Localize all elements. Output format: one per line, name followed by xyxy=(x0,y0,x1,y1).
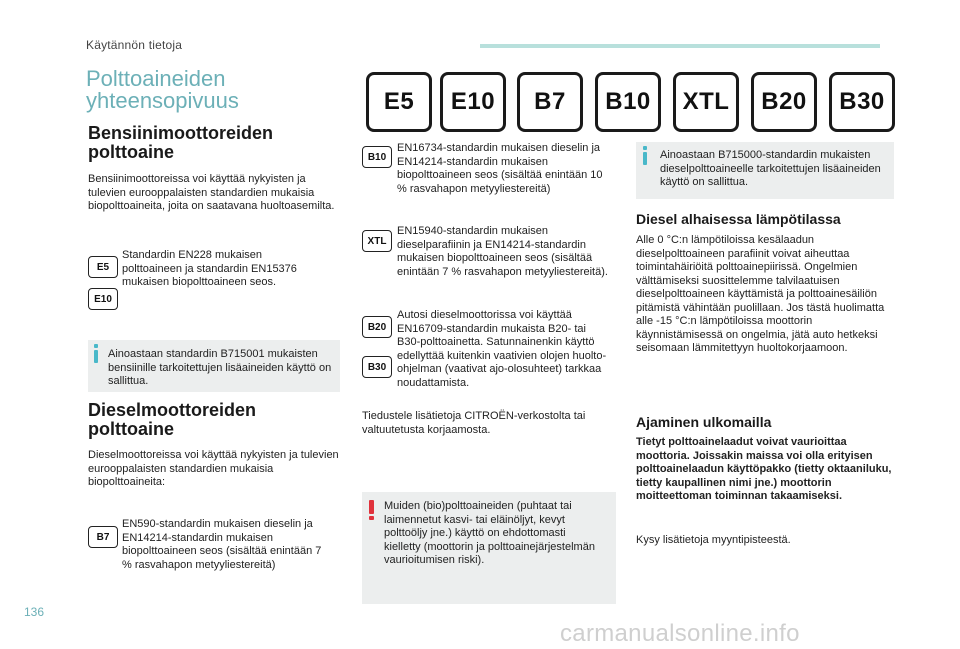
fuel-badge-e10: E10 xyxy=(440,72,506,132)
diesel-additive-note xyxy=(636,142,894,199)
abroad-text: Kysy lisätietoja myyntipisteestä. xyxy=(636,534,791,546)
diesel-badge-b20: B20 xyxy=(362,316,392,338)
header-rule xyxy=(480,44,880,48)
fuel-badge-b10: B10 xyxy=(595,72,661,132)
page-number: 136 xyxy=(24,605,45,619)
section-label: Käytännön tietoja xyxy=(86,38,183,52)
petrol-badge-e5: E5 xyxy=(88,256,118,278)
fuel-badge-xtl: XTL xyxy=(673,72,739,132)
fuel-badge-b20: B20 xyxy=(751,72,817,132)
info-icon xyxy=(94,344,98,363)
diesel-contact-text: Tiedustele lisätietoja CITROËN-verkostolta tai valtuutetusta korjaamosta. xyxy=(362,410,586,436)
fuel-badge-b30: B30 xyxy=(829,72,895,132)
diesel-badge-b10: B10 xyxy=(362,146,392,168)
cold-heading: Diesel alhaisessa lämpötilassa xyxy=(636,211,841,227)
petrol-badge-e10: E10 xyxy=(88,288,118,310)
petrol-intro: Bensiinimoottoreissa voi käyttää nykyisten ja tulevien eurooppalaisten standardien mukaisia biopolttoaineita, joita on saatavana huoltoasemilta. xyxy=(88,173,335,212)
diesel-badge-b7: B7 xyxy=(88,526,118,548)
petrol-standard-text: Standardin EN228 mukaisen polttoaineen ja standardin EN15376 mukaisen biopolttoaineen seos. xyxy=(122,249,297,288)
diesel-badge-xtl: XTL xyxy=(362,230,392,252)
abroad-heading: Ajaminen ulkomailla xyxy=(636,414,772,430)
diesel-b20-b30-text: Autosi dieselmoottorissa voi käyttää EN16709-standardin mukaista B20- tai B30-polttoainetta. Satunnainenkin käyttö edellyttää kuitenkin vaativien olojen huolto-ohjelman (vaativat ajo-olosuhteet) tarkkaa noudattamista. xyxy=(397,309,607,389)
diesel-additive-text: Ainoastaan B715000-standardin mukaisten dieselpolttoaineelle tarkoitettujen lisäaineiden käyttö on sallittua. xyxy=(660,149,881,188)
fuel-badge-b7: B7 xyxy=(517,72,583,132)
diesel-xtl-text: EN15940-standardin mukaisen dieselparafiinin ja EN14214-standardin mukaisen biopolttoaineen seos (sisältää enintään 7 % rasvahapon metyyliestereitä). xyxy=(397,225,608,278)
diesel-heading: Dieselmoottoreiden polttoaine xyxy=(88,400,257,439)
petrol-note-text: Ainoastaan standardin B715001 mukaisten bensiinille tarkoitettujen lisäaineiden käyttö on sallittua. xyxy=(108,348,332,387)
abroad-bold-text: Tietyt polttoainelaadut voivat vaurioittaa moottoria. Joissakin maissa voi olla erityisen polttoainelaadun käyttöpakko (tietty oktaaniluku, tietty kaupallinen nimi jne.) moottorin moitteettoman toiminnan takaamiseksi. xyxy=(636,436,892,502)
warning-text: Muiden (bio)polttoaineiden (puhtaat tai laimennetut kasvi- tai eläinöljyt, kevyt polttoöljy jne.) käyttö on ehdottomasti kielletty (moottorin ja polttoainejärjestelmän vaurioitumisen riski). xyxy=(384,500,595,566)
petrol-heading: Bensiinimoottoreiden polttoaine xyxy=(88,123,274,162)
diesel-intro: Dieselmoottoreissa voi käyttää nykyisten ja tulevien eurooppalaisten standardien mukaisia biopolttoaineita: xyxy=(88,449,339,488)
cold-text: Alle 0 °C:n lämpötiloissa kesälaadun dieselpolttoaineen parafiinit voivat aiheuttaa toimintahäiriöitä polttoainepiirissä. Ongelmien välttämiseksi suosittelemme talvilaatuisen dieselpolttoaineen käyttämistä ja polttoainesäiliön pitämistä vähintään puolillaan. Jos tästä huolimatta alle -15 °C:n lämpötiloissa moottorin käynnistämisessä on ongelmia, jätä auto hetkeksi seisomaan lämmitettyyn huoltokorjaamoon. xyxy=(636,234,885,354)
page-title: Polttoaineiden yhteensopivuus xyxy=(86,66,239,113)
diesel-b10-text: EN16734-standardin mukaisen dieselin ja EN14214-standardin mukaisen biopolttoaineen seos (sisältää enintään 10 % rasvahapon metyyliestereitä) xyxy=(397,142,603,195)
info-icon xyxy=(643,146,647,165)
watermark: carmanualsonline.info xyxy=(560,620,800,647)
other-fuels-warning xyxy=(362,492,616,604)
diesel-b7-text: EN590-standardin mukaisen dieselin ja EN14214-standardin mukaisen biopolttoaineen seos (sisältää enintään 7 % rasvahapon metyyliestereitä) xyxy=(122,518,322,571)
fuel-badge-e5: E5 xyxy=(366,72,432,132)
diesel-badge-b30: B30 xyxy=(362,356,392,378)
petrol-additive-note xyxy=(88,340,340,392)
warning-icon xyxy=(369,500,374,520)
